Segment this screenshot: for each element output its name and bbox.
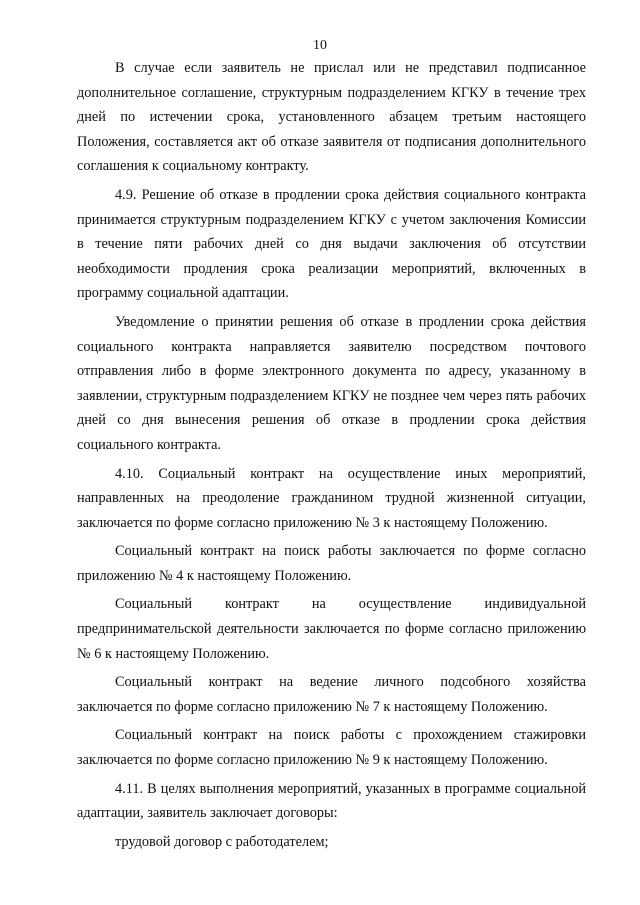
paragraph-job-search: Социальный контракт на поиск работы заключается по форме согласно приложению № 4 к настоящему Положению. — [77, 543, 586, 584]
page-number: 10 — [313, 38, 327, 53]
paragraph-refusal-act: В случае если заявитель не прислал или не представил подписанное дополнительное соглашение, структурным подразделением КГКУ в течение трех дней по истечении срока, установленного абзацем третьим настоящего Положения, составляется акт об отказе заявителя от подписания дополнительного соглашения к социальному контракту. — [77, 60, 586, 175]
paragraph-subsidiary-farming: Социальный контракт на ведение личного подсобного хозяйства заключается по форме согласно приложению № 7 к настоящему Положению. — [77, 674, 586, 715]
paragraph-entrepreneurship: Социальный контракт на осуществление индивидуальной предпринимательской деятельности заключается по форме согласно приложению № 6 к настоящему Положению. — [77, 596, 586, 662]
paragraph-notification: Уведомление о принятии решения об отказе в продлении срока действия социального контракта направляется заявителю посредством почтового отправления либо в форме электронного документа по адресу, указанному в заявлении, структурным подразделением КГКУ не позднее чем через пять рабочих дней со дня вынесения решения об отказе в продлении срока действия социального контракта. — [77, 313, 586, 453]
paragraph-internship: Социальный контракт на поиск работы с прохождением стажировки заключается по форме согласно приложению № 9 к настоящему Положению. — [77, 727, 586, 769]
paragraph-employment-contract: трудовой договор с работодателем; — [115, 833, 329, 850]
document-body — [77, 56, 586, 858]
paragraph-4-10-other-measures: 4.10. Социальный контракт на осуществление иных мероприятий, направленных на преодоление гражданином трудной жизненной ситуации, заключается по форме согласно приложению № 3 к настоящему Положению. — [77, 465, 586, 531]
paragraph-4-9-decision: 4.9. Решение об отказе в продлении срока действия социального контракта принимается структурным подразделением КГКУ с учетом заключения Комиссии в течение пяти рабочих дней со дня выдачи заключения об отсутствии необходимости продления срока реализации мероприятий, включенных в программу социальной адаптации. — [77, 186, 586, 302]
paragraph-4-11-contracts: 4.11. В целях выполнения мероприятий, указанных в программе социальной адаптации, заявитель заключает договоры: — [77, 780, 586, 822]
